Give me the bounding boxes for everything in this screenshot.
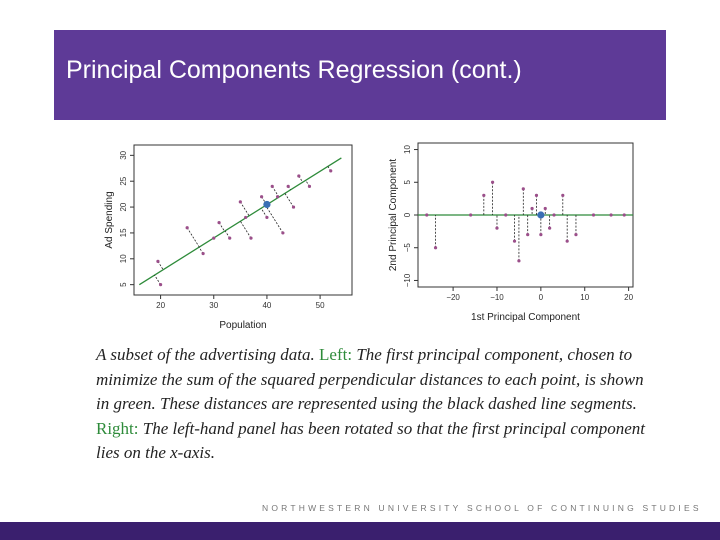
data-point bbox=[186, 226, 189, 229]
projection-segment bbox=[240, 221, 251, 238]
data-point bbox=[434, 246, 437, 249]
y-axis-title: 2nd Principal Component bbox=[388, 158, 399, 272]
y-tick-label: 30 bbox=[119, 150, 128, 160]
data-point bbox=[548, 226, 551, 229]
y-tick-label: 5 bbox=[119, 282, 128, 287]
y-tick-label: 10 bbox=[403, 145, 412, 154]
caption-left-label: Left: bbox=[319, 345, 353, 364]
y-tick-label: −5 bbox=[403, 243, 412, 253]
data-point bbox=[239, 200, 242, 203]
y-tick-label: 5 bbox=[403, 180, 412, 185]
projection-segment bbox=[266, 205, 283, 232]
x-tick-label: 20 bbox=[624, 293, 634, 302]
right-plot-svg bbox=[368, 135, 643, 335]
y-tick-label: 0 bbox=[403, 212, 412, 218]
bottom-bar bbox=[0, 522, 720, 540]
left-plot-svg bbox=[92, 135, 360, 335]
data-point bbox=[535, 194, 538, 197]
y-axis-title: Ad Spending bbox=[104, 191, 115, 249]
data-point bbox=[517, 259, 520, 262]
caption-right-label: Right: bbox=[96, 418, 139, 438]
data-point bbox=[281, 231, 284, 234]
data-point bbox=[276, 195, 279, 198]
x-axis-title: 1st Principal Component bbox=[471, 312, 580, 323]
x-tick-label: 20 bbox=[156, 301, 166, 310]
data-point bbox=[292, 205, 295, 208]
data-point bbox=[265, 216, 268, 219]
data-point bbox=[228, 237, 231, 240]
data-point bbox=[561, 194, 564, 197]
x-tick-label: −10 bbox=[490, 293, 504, 302]
data-point bbox=[217, 221, 220, 224]
data-point bbox=[495, 226, 498, 229]
left-scatter-plot bbox=[92, 135, 360, 335]
x-axis-title: Population bbox=[219, 320, 267, 331]
mean-point bbox=[537, 211, 544, 218]
caption-part-2: The first principal component, chosen to minimize the sum of the squared perpendicular distances to each point, is shown in green. These distances are represented using the black dashed line segments. bbox=[96, 345, 644, 413]
right-scatter-plot bbox=[368, 135, 643, 335]
data-point bbox=[504, 213, 507, 216]
data-point bbox=[329, 169, 332, 172]
data-point bbox=[212, 237, 215, 240]
data-point bbox=[544, 207, 547, 210]
data-point bbox=[260, 195, 263, 198]
data-point bbox=[574, 233, 577, 236]
data-point bbox=[425, 213, 428, 216]
y-tick-label: 10 bbox=[119, 254, 128, 264]
data-point bbox=[159, 283, 162, 286]
principal-component-line bbox=[139, 158, 341, 285]
slide-title: Principal Components Regression (cont.) bbox=[66, 56, 522, 84]
data-point bbox=[566, 240, 569, 243]
data-point bbox=[609, 213, 612, 216]
x-tick-label: 50 bbox=[315, 301, 325, 310]
title-bar bbox=[54, 30, 666, 120]
figure-caption bbox=[96, 343, 656, 466]
projection-segment bbox=[261, 208, 267, 217]
data-point bbox=[287, 185, 290, 188]
data-point bbox=[244, 216, 247, 219]
data-point bbox=[482, 194, 485, 197]
x-tick-label: 0 bbox=[538, 293, 544, 302]
data-point bbox=[202, 252, 205, 255]
x-tick-label: 10 bbox=[580, 293, 590, 302]
projection-segment bbox=[240, 202, 249, 216]
data-point bbox=[308, 185, 311, 188]
x-tick-label: −20 bbox=[446, 293, 460, 302]
y-tick-label: 20 bbox=[119, 202, 128, 212]
data-point bbox=[530, 207, 533, 210]
data-point bbox=[623, 213, 626, 216]
caption-part-3: The left-hand panel has been rotated so that the first principal component lies on the x-axis. bbox=[96, 418, 645, 462]
mean-point bbox=[263, 201, 270, 208]
footer-text: NORTHWESTERN UNIVERSITY SCHOOL OF CONTINUING STUDIES bbox=[262, 503, 702, 513]
data-point bbox=[249, 237, 252, 240]
projection-segment bbox=[187, 228, 199, 247]
data-point bbox=[156, 260, 159, 263]
data-point bbox=[539, 233, 542, 236]
caption-part-1: A subset of the advertising data. bbox=[96, 345, 315, 364]
data-point bbox=[513, 240, 516, 243]
projection-segment bbox=[285, 193, 294, 207]
data-point bbox=[592, 213, 595, 216]
x-tick-label: 40 bbox=[262, 301, 272, 310]
x-tick-label: 30 bbox=[209, 301, 219, 310]
y-tick-label: −10 bbox=[403, 273, 412, 288]
y-tick-label: 15 bbox=[119, 228, 128, 238]
data-point bbox=[522, 187, 525, 190]
data-point bbox=[552, 213, 555, 216]
data-point bbox=[297, 174, 300, 177]
data-point bbox=[491, 181, 494, 184]
data-point bbox=[469, 213, 472, 216]
y-tick-label: 25 bbox=[119, 176, 128, 186]
data-point bbox=[271, 185, 274, 188]
data-point bbox=[526, 233, 529, 236]
projection-segment bbox=[155, 275, 161, 285]
